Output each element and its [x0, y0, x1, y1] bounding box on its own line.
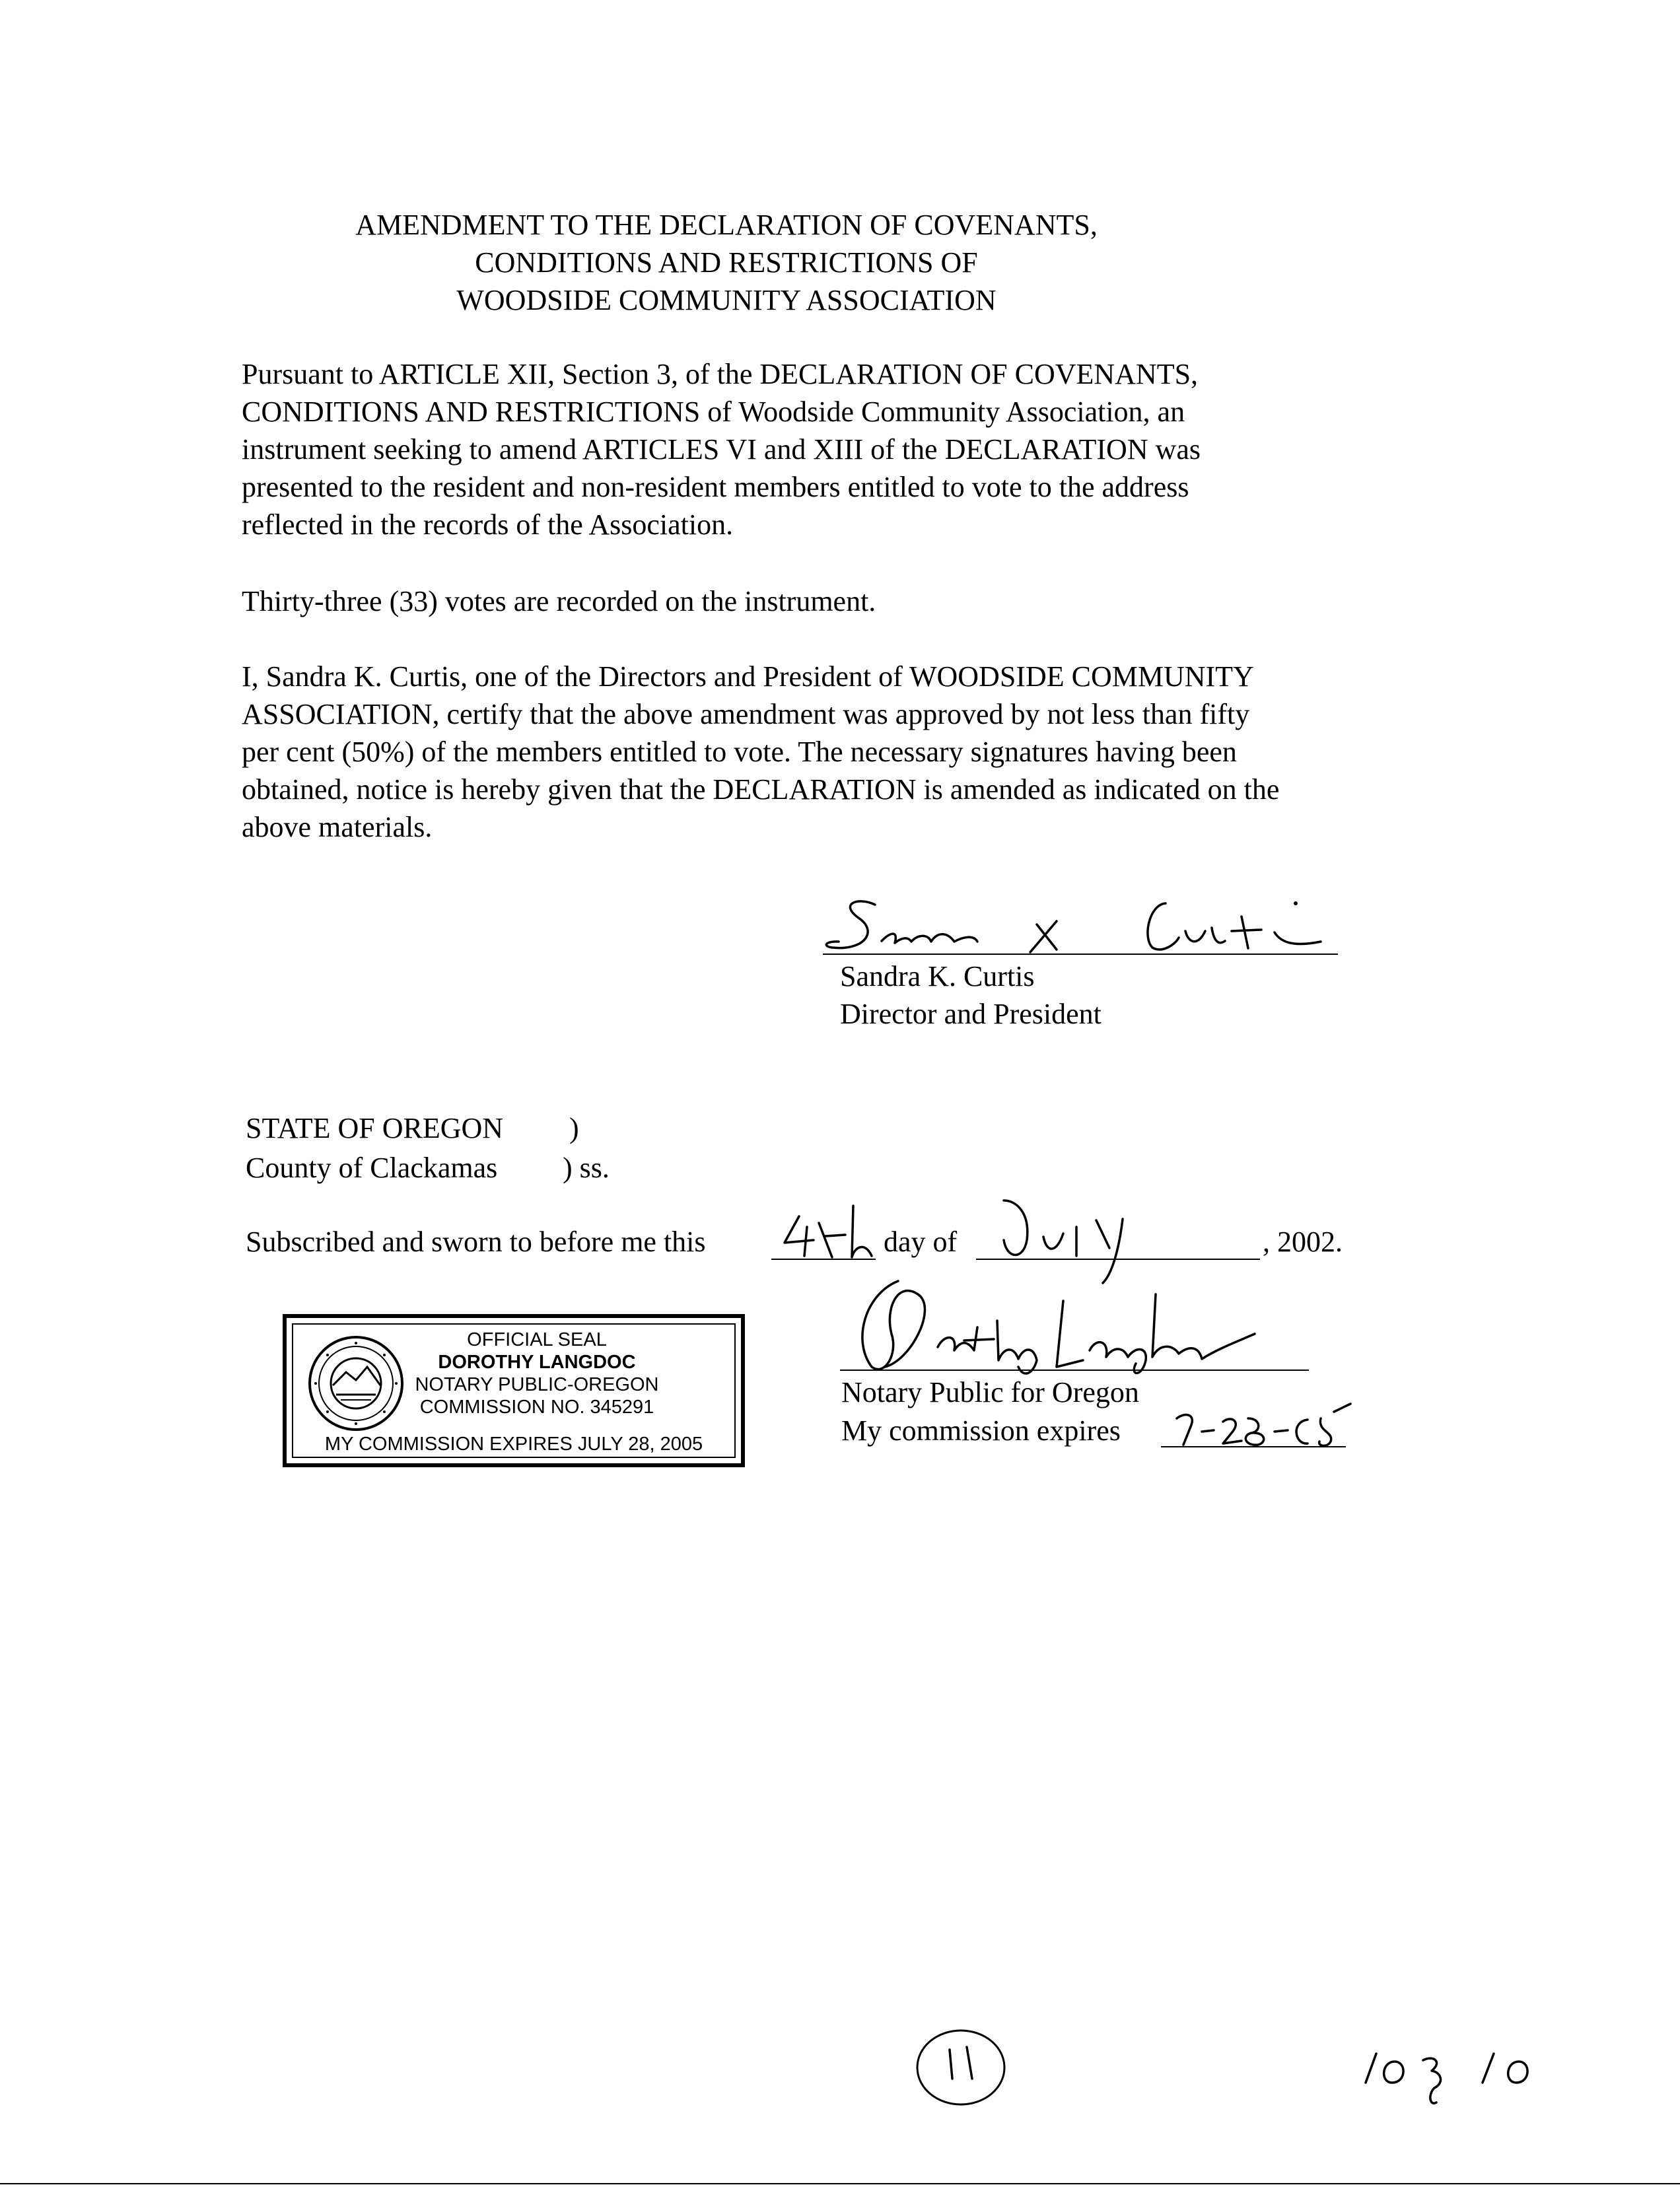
paragraph-line: presented to the resident and non-resident members entitled to vote to the address: [242, 471, 1189, 503]
signatory-title: Director and President: [840, 998, 1102, 1030]
venue-county-ss: ) ss.: [563, 1152, 610, 1184]
title-line-1: AMENDMENT TO THE DECLARATION OF COVENANTS,: [355, 209, 1098, 241]
commission-date-handwritten: [1169, 1392, 1360, 1455]
paragraph-line: CONDITIONS AND RESTRICTIONS of Woodside Community Association, an: [242, 396, 1185, 428]
preamble-paragraph: [242, 355, 1201, 543]
jurat-year: , 2002.: [1263, 1226, 1343, 1258]
seal-notary-name: DOROTHY LANGDOC: [438, 1352, 636, 1373]
vote-count-paragraph: Thirty-three (33) votes are recorded on the instrument.: [242, 585, 876, 617]
seal-heading: OFFICIAL SEAL: [467, 1329, 607, 1350]
paragraph-line: above materials.: [242, 811, 433, 843]
seal-commission-number: COMMISSION NO. 345291: [419, 1397, 654, 1418]
seal-commission-expiry: MY COMMISSION EXPIRES JULY 28, 2005: [324, 1434, 703, 1455]
president-signature: [819, 885, 1347, 964]
notary-seal: [283, 1314, 745, 1467]
signatory-name: Sandra K. Curtis: [840, 960, 1035, 992]
venue-state: STATE OF OREGON: [246, 1112, 504, 1144]
jurat-day-handwritten: [773, 1197, 878, 1260]
title-line-3: WOODSIDE COMMUNITY ASSOCIATION: [456, 284, 997, 316]
commission-expires-label: My commission expires: [841, 1414, 1121, 1447]
paragraph-line: ASSOCIATION, certify that the above amendment was approved by not less than fifty: [242, 698, 1250, 730]
seal-notary-title: NOTARY PUBLIC-OREGON: [415, 1374, 659, 1395]
certification-paragraph: [242, 658, 1279, 846]
paragraph-line: I, Sandra K. Curtis, one of the Directors and President of WOODSIDE COMMUNITY: [242, 660, 1254, 693]
venue-state-bracket: ): [569, 1112, 579, 1144]
venue-county: County of Clackamas: [246, 1152, 498, 1184]
jurat-prefix: Subscribed and sworn to before me this: [246, 1226, 706, 1258]
notary-signature: [845, 1268, 1308, 1380]
paragraph-line: reflected in the records of the Association.: [242, 508, 734, 541]
jurat-day-of: day of: [884, 1226, 958, 1258]
notary-title: Notary Public for Oregon: [841, 1376, 1139, 1408]
document-title: [0, 206, 1453, 319]
paragraph-line: Pursuant to ARTICLE XII, Section 3, of the DECLARATION OF COVENANTS,: [242, 358, 1199, 390]
title-line-2: CONDITIONS AND RESTRICTIONS OF: [475, 246, 978, 279]
paragraph-line: instrument seeking to amend ARTICLES VI and XIII of the DECLARATION was: [242, 433, 1201, 466]
paragraph-line: obtained, notice is hereby given that the DECLARATION is amended as indicated on the: [242, 773, 1280, 806]
paragraph-line: per cent (50%) of the members entitled to vote. The necessary signatures having been: [242, 736, 1237, 768]
scan-bottom-edge: [0, 2183, 1680, 2184]
